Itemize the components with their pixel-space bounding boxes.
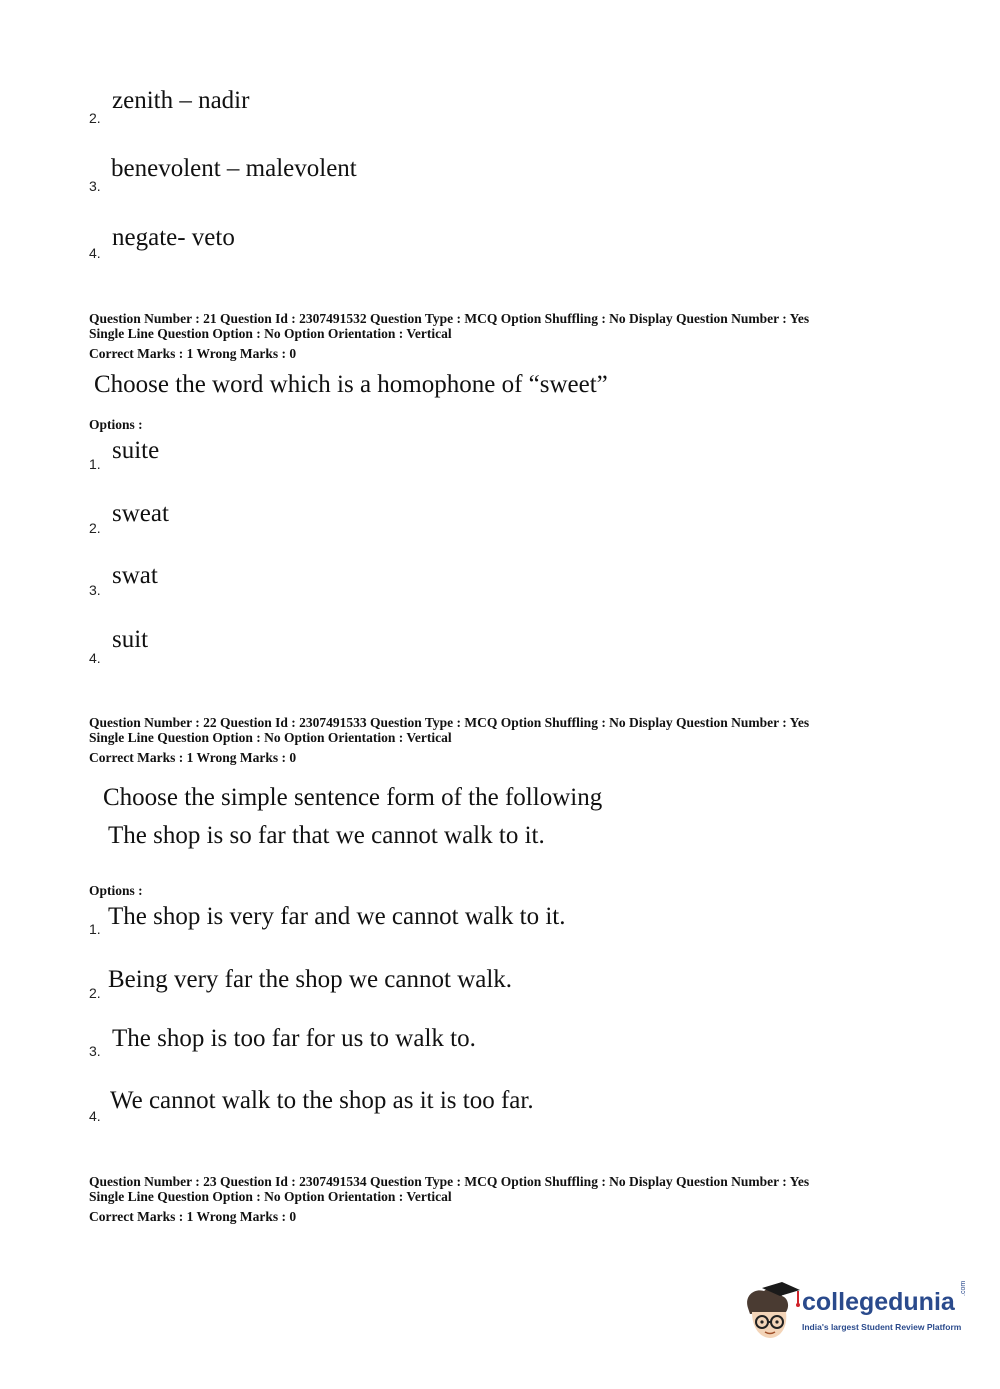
option-text: Being very far the shop we cannot walk.: [108, 966, 513, 993]
option-number: 4.: [89, 245, 101, 261]
option-text: negate- veto: [112, 224, 235, 251]
logo-suffix: .com: [960, 1280, 967, 1296]
option-text: suite: [112, 437, 160, 464]
options-label: Options :: [89, 883, 143, 898]
question-meta-line2: Single Line Question Option : No Option Orientation : Vertical: [89, 1189, 452, 1204]
question-marks: Correct Marks : 1 Wrong Marks : 0: [89, 346, 297, 361]
option-number: 2.: [89, 110, 101, 126]
option-text: We cannot walk to the shop as it is too far.: [110, 1087, 534, 1114]
option-number: 2.: [89, 985, 101, 1001]
option-text: The shop is very far and we cannot walk to it.: [108, 903, 566, 930]
option-number: 3.: [89, 582, 101, 598]
question-text: The shop is so far that we cannot walk to it.: [108, 822, 545, 849]
option-number: 4.: [89, 650, 101, 666]
question-meta-line1: Question Number : 22 Question Id : 2307491533 Question Type : MCQ Option Shuffling : No Display Question Number : Yes: [89, 715, 810, 730]
question-meta-line2: Single Line Question Option : No Option Orientation : Vertical: [89, 730, 452, 745]
option-number: 2.: [89, 520, 101, 536]
option-text: The shop is too far for us to walk to.: [112, 1025, 476, 1052]
option-number: 4.: [89, 1108, 101, 1124]
question-marks: Correct Marks : 1 Wrong Marks : 0: [89, 1209, 297, 1224]
option-text: benevolent – malevolent: [111, 155, 357, 182]
option-text: suit: [112, 626, 149, 653]
option-number: 3.: [89, 178, 101, 194]
collegedunia-logo: [740, 1282, 970, 1352]
question-meta-line1: Question Number : 21 Question Id : 2307491532 Question Type : MCQ Option Shuffling : No Display Question Number : Yes: [89, 311, 810, 326]
logo-tagline: India's largest Student Review Platform: [802, 1322, 962, 1332]
option-number: 1.: [89, 921, 101, 937]
question-meta-line1: Question Number : 23 Question Id : 2307491534 Question Type : MCQ Option Shuffling : No Display Question Number : Yes: [89, 1174, 810, 1189]
option-number: 1.: [89, 456, 101, 472]
logo-wordmark: collegedunia: [802, 1288, 955, 1316]
options-label: Options :: [89, 417, 143, 432]
option-number: 3.: [89, 1043, 101, 1059]
question-text: Choose the word which is a homophone of “sweet”: [94, 371, 608, 398]
option-text: sweat: [112, 500, 169, 527]
option-text: swat: [112, 562, 158, 589]
option-text: zenith – nadir: [112, 87, 250, 114]
question-meta-line2: Single Line Question Option : No Option Orientation : Vertical: [89, 326, 452, 341]
question-text: Choose the simple sentence form of the following: [103, 784, 603, 811]
mascot-icon: [740, 1282, 802, 1348]
question-marks: Correct Marks : 1 Wrong Marks : 0: [89, 750, 297, 765]
